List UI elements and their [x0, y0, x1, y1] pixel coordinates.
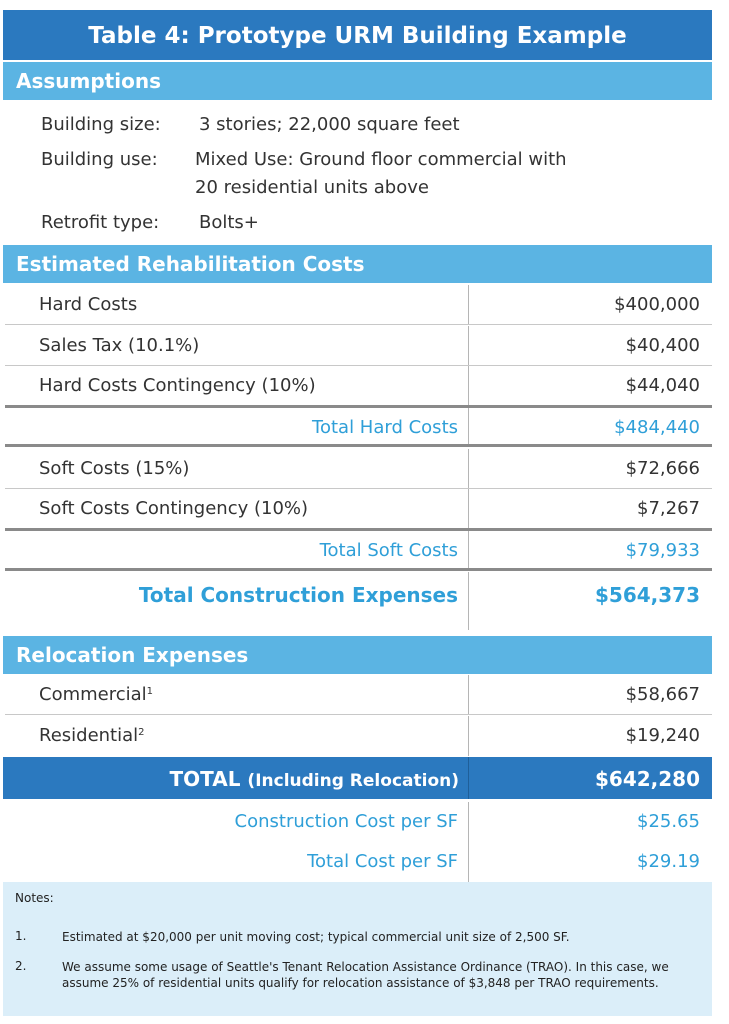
total-soft-costs-label: Total Soft Costs — [319, 540, 458, 561]
total-construction-label: Total Construction Expenses — [138, 583, 458, 607]
column-divider — [468, 489, 469, 528]
notes-heading: Notes: — [15, 891, 54, 905]
table-row-soft-costs — [5, 449, 712, 489]
total-construction-value: $564,373 — [594, 583, 700, 607]
hard-contingency-label: Hard Costs Contingency (10%) — [39, 375, 316, 396]
total-soft-costs-value: $79,933 — [625, 540, 700, 561]
sales-tax-value: $40,400 — [625, 335, 700, 356]
total-hard-costs-label: Total Hard Costs — [312, 417, 458, 438]
table-row-total-hard-costs — [5, 405, 712, 447]
column-divider — [468, 326, 469, 365]
table-row-total-soft-costs — [5, 528, 712, 571]
table-row-total-construction — [5, 572, 712, 630]
column-divider — [468, 408, 469, 444]
building-size-label: Building size: — [41, 114, 161, 135]
sales-tax-label: Sales Tax (10.1%) — [39, 335, 200, 356]
column-divider — [468, 842, 469, 882]
column-divider — [468, 675, 469, 714]
building-use-value-line1: Mixed Use: Ground floor commercial with — [195, 149, 567, 170]
residential-label: Residential$^2$ — [39, 725, 145, 746]
note-number: 2. — [15, 959, 27, 973]
footnote-1-marker: 1 — [146, 686, 154, 697]
hard-costs-value: $400,000 — [614, 294, 700, 315]
total-hard-costs-value: $484,440 — [614, 417, 700, 438]
assumptions-heading: Assumptions — [3, 62, 712, 100]
soft-costs-label: Soft Costs (15%) — [39, 458, 190, 479]
table-row-hard-contingency — [5, 366, 712, 406]
column-divider — [468, 366, 469, 405]
total-per-sf-row — [5, 842, 712, 882]
building-use-label: Building use: — [41, 149, 158, 170]
notes-panel — [3, 882, 712, 1016]
hard-costs-label: Hard Costs — [39, 294, 138, 315]
table-row-commercial — [5, 675, 712, 715]
relocation-heading: Relocation Expenses — [3, 636, 712, 674]
commercial-value: $58,667 — [625, 684, 700, 705]
grand-total-row — [3, 757, 712, 799]
rehab-heading: Estimated Rehabilitation Costs — [3, 245, 712, 283]
total-per-sf-label: Total Cost per SF — [307, 851, 458, 872]
column-divider — [468, 716, 469, 756]
grand-total-value: $642,280 — [594, 767, 700, 791]
retrofit-type-label: Retrofit type: — [41, 212, 160, 233]
soft-costs-value: $72,666 — [625, 458, 700, 479]
construction-per-sf-label: Construction Cost per SF — [234, 811, 458, 832]
construction-per-sf-row — [5, 802, 712, 842]
residential-value: $19,240 — [625, 725, 700, 746]
retrofit-type-value: Bolts+ — [199, 212, 259, 233]
soft-contingency-value: $7,267 — [637, 498, 700, 519]
hard-contingency-value: $44,040 — [625, 375, 700, 396]
soft-contingency-label: Soft Costs Contingency (10%) — [39, 498, 309, 519]
commercial-label: Commercial$^1$ — [39, 684, 154, 705]
column-divider — [468, 285, 469, 324]
column-divider — [468, 531, 469, 568]
column-divider — [468, 802, 469, 842]
note-number: 1. — [15, 929, 27, 943]
note-text: We assume some usage of Seattle's Tenant Relocation Assistance Ordinance (TRAO). In this case, we assume 25% of residential units qualify for relocation assistance of $3,848 per TRAO requirements. — [62, 960, 669, 990]
footnote-2-marker: 2 — [138, 727, 145, 738]
grand-total-label: TOTAL (Including Relocation) — [169, 767, 459, 791]
column-divider — [468, 757, 469, 799]
column-divider — [468, 572, 469, 630]
total-per-sf-value: $29.19 — [637, 851, 700, 872]
column-divider — [468, 449, 469, 488]
building-use-value-line2: 20 residential units above — [195, 177, 429, 198]
construction-per-sf-value: $25.65 — [637, 811, 700, 832]
building-size-value: 3 stories; 22,000 square feet — [199, 114, 460, 135]
table-row-residential — [5, 716, 712, 756]
table-row-sales-tax — [5, 326, 712, 366]
table-row-soft-contingency — [5, 489, 712, 529]
table-row-hard-costs — [5, 285, 712, 325]
note-text: Estimated at $20,000 per unit moving cost; typical commercial unit size of 2,500 SF. — [62, 930, 570, 944]
table-title: Table 4: Prototype URM Building Example — [3, 10, 712, 60]
